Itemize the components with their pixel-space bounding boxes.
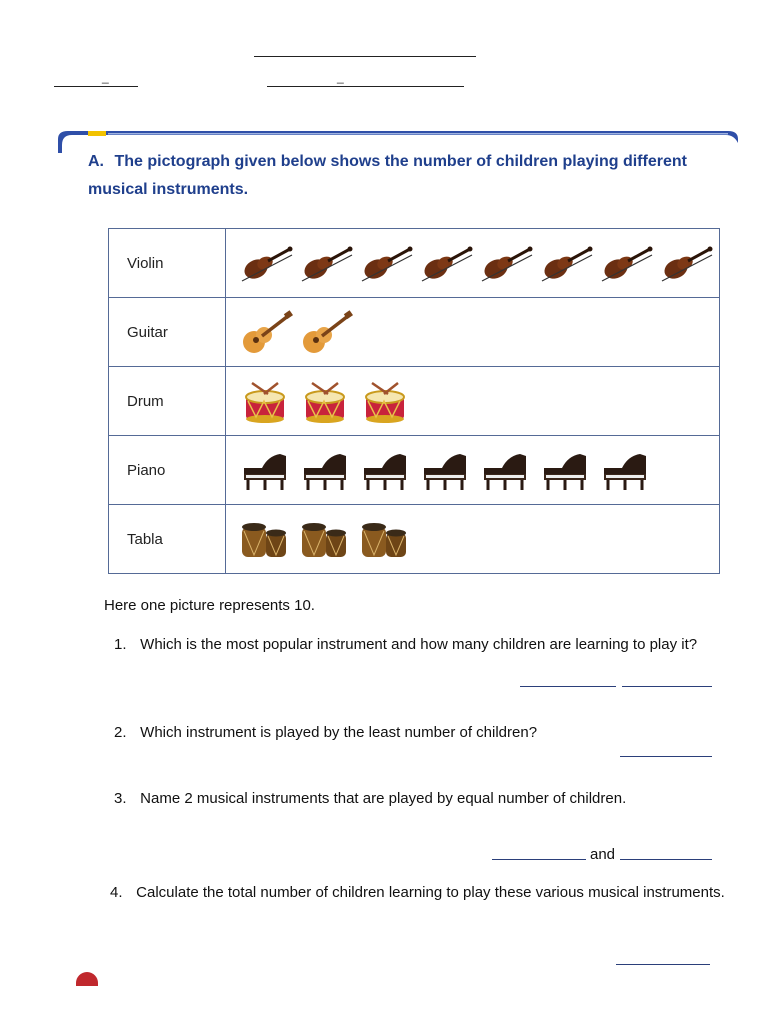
question-text: Which is the most popular instrument and how many children are learning to play it? — [140, 636, 698, 653]
answer-1b-blank[interactable] — [622, 686, 712, 687]
pictograph-row — [109, 367, 720, 436]
question-number: 3. — [114, 790, 127, 807]
instrument-pictures — [226, 505, 720, 574]
instrument-pictures — [226, 367, 720, 436]
piano-icon — [418, 448, 474, 492]
violin-icon — [658, 241, 714, 285]
instrument-name: Guitar — [109, 298, 226, 367]
violin-icon — [358, 241, 414, 285]
page-corner-mark — [76, 972, 98, 986]
question-4 — [110, 884, 725, 901]
instrument-pictures — [226, 229, 720, 298]
pictograph-row — [109, 298, 720, 367]
header-blank-2 — [54, 86, 138, 87]
question-3 — [114, 790, 626, 807]
instrument-name: Piano — [109, 436, 226, 505]
pictograph-table — [108, 228, 720, 574]
question-number: 1. — [114, 636, 127, 653]
drum-icon — [298, 379, 354, 423]
answer-3a-blank[interactable] — [492, 859, 586, 860]
instrument-name: Violin — [109, 229, 226, 298]
piano-icon — [298, 448, 354, 492]
pictograph-key: Here one picture represents 10. — [104, 597, 315, 614]
piano-icon — [358, 448, 414, 492]
section-title-text: The pictograph given below shows the number of children playing different musical instruments. — [88, 153, 687, 198]
instrument-pictures — [226, 436, 720, 505]
answer-1a-blank[interactable] — [520, 686, 616, 687]
violin-icon — [298, 241, 354, 285]
question-text: Which instrument is played by the least number of children? — [140, 724, 538, 741]
violin-icon — [418, 241, 474, 285]
instrument-pictures — [226, 298, 720, 367]
tabla-icon — [238, 517, 294, 561]
answer-2-blank[interactable] — [620, 756, 712, 757]
piano-icon — [238, 448, 294, 492]
header-dash-1: _ — [102, 70, 109, 84]
piano-icon — [538, 448, 594, 492]
violin-icon — [538, 241, 594, 285]
guitar-icon — [298, 310, 354, 354]
violin-icon — [598, 241, 654, 285]
piano-icon — [598, 448, 654, 492]
and-word: and — [590, 846, 616, 863]
question-2 — [114, 724, 537, 741]
answer-4-blank[interactable] — [616, 964, 710, 965]
question-1 — [114, 636, 697, 653]
question-text: Calculate the total number of children learning to play these various musical instruments. — [136, 884, 725, 901]
pictograph-row — [109, 229, 720, 298]
instrument-name: Drum — [109, 367, 226, 436]
violin-icon — [238, 241, 294, 285]
section-label: A. — [88, 153, 104, 170]
piano-icon — [478, 448, 534, 492]
drum-icon — [238, 379, 294, 423]
question-number: 2. — [114, 724, 127, 741]
violin-icon — [478, 241, 534, 285]
section-title — [88, 148, 728, 204]
answer-3b-blank[interactable] — [620, 859, 712, 860]
instrument-name: Tabla — [109, 505, 226, 574]
header-blank-1 — [254, 56, 476, 57]
pictograph-row — [109, 436, 720, 505]
question-text: Name 2 musical instruments that are played by equal number of children. — [140, 790, 627, 807]
pictograph-row — [109, 505, 720, 574]
question-number: 4. — [110, 884, 123, 901]
tabla-icon — [358, 517, 414, 561]
header-dash-2: _ — [337, 70, 344, 84]
header-blank-3 — [267, 86, 464, 87]
drum-icon — [358, 379, 414, 423]
guitar-icon — [238, 310, 294, 354]
tabla-icon — [298, 517, 354, 561]
